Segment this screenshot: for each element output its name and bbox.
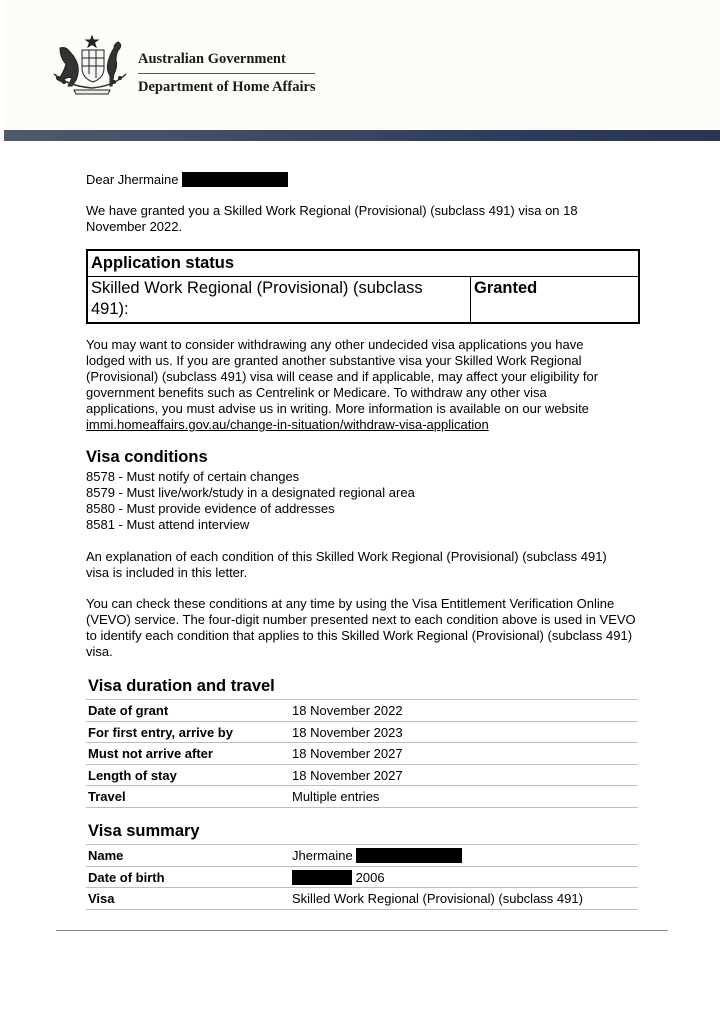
condition-item: 8579 - Must live/work/study in a designated regional area [86,485,415,500]
table-row [86,721,638,743]
row-value: 18 November 2023 [292,724,403,740]
condition-item: 8578 - Must notify of certain changes [86,469,300,484]
table-row [86,699,638,721]
application-status-box [86,249,640,324]
row-value [292,848,462,863]
status-visa-label: Skilled Work Regional (Provisional) (subclass 491): [91,279,423,318]
government-name: Australian Government [138,51,286,67]
greeting-line [86,172,288,188]
application-status-title: Application status [91,254,235,272]
birth-year: 2006 [355,869,385,885]
row-key: Visa [88,891,115,907]
table-row [86,844,638,866]
conditions-explanation: An explanation of each condition of this Skilled Work Regional (Provisional) (subclass 491) visa is included in this letter. [86,549,607,580]
row-key: Date of grant [88,703,169,718]
status-column-divider [470,276,471,322]
row-value: 18 November 2027 [292,746,403,762]
withdraw-text: You may want to consider withdrawing any other undecided visa applications you have lodged with us. If you are granted another substantive visa your Skilled Work Regional (Provisional) (subclass 491) visa will cease and if applicable, may affect your eligibility for government benefits such as Centrelink or Medicare. To withdraw any other visa applications, you must advise us in writing. More information is available on our website [86,337,599,416]
row-value: 18 November 2022 [292,703,403,718]
row-key: For first entry, arrive by [88,724,233,740]
withdraw-paragraph [86,337,614,433]
department-name: Department of Home Affairs [138,79,316,95]
grant-intro: We have granted you a Skilled Work Regional (Provisional) (subclass 491) visa on 18 November 2022. [86,203,578,234]
coat-of-arms-icon [48,34,128,96]
withdraw-visa-link[interactable]: immi.homeaffairs.gov.au/change-in-situation/withdraw-visa-application [86,417,489,432]
row-key: Name [88,848,124,863]
redacted-surname [182,172,288,187]
row-key: Length of stay [88,767,177,783]
visa-summary-heading: Visa summary [88,822,200,840]
redacted-surname [356,848,462,863]
letterhead [4,0,720,132]
visa-duration-heading: Visa duration and travel [88,677,275,695]
row-key: Travel [88,789,126,805]
visa-summary-table [86,844,638,910]
vevo-paragraph: You can check these conditions at any time by using the Visa Entitlement Verification Online (VEVO) service. The four-digit number presented next to each condition above is used in VEVO to identify each condition that applies to this Skilled Work Regional (Provisional) (subclass 491) visa. [86,596,636,659]
table-row [86,785,638,808]
row-key: Date of birth [88,869,165,885]
header-divider [138,73,315,74]
header-band [4,130,720,141]
status-divider [88,276,638,277]
condition-item: 8580 - Must provide evidence of addresses [86,501,335,516]
row-value [292,870,385,885]
row-key: Must not arrive after [88,746,213,762]
table-row [86,742,638,764]
footer-divider [56,930,668,931]
row-value: 18 November 2027 [292,767,403,783]
salutation: Dear Jhermaine [86,172,179,187]
table-row [86,764,638,786]
redacted-birth-date [292,870,352,885]
visa-duration-table [86,699,638,808]
table-row [86,866,638,888]
table-row [86,887,638,910]
visa-conditions-heading: Visa conditions [86,448,208,466]
holder-name: Jhermaine [292,848,353,863]
row-value: Multiple entries [292,789,380,805]
status-value: Granted [474,279,538,297]
row-value: Skilled Work Regional (Provisional) (subclass 491) [292,891,583,907]
condition-item: 8581 - Must attend interview [86,517,250,532]
